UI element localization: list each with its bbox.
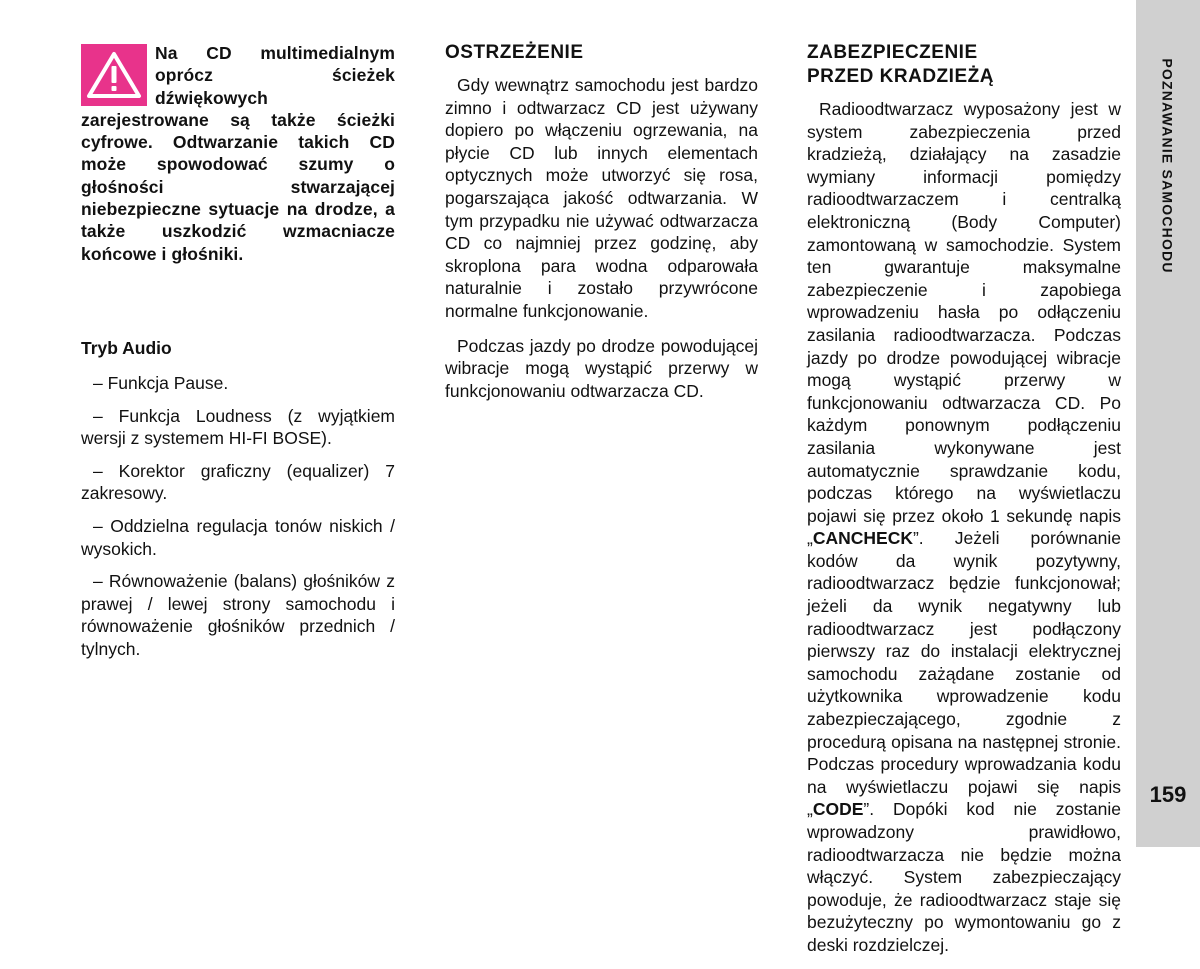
theft-paragraph bbox=[807, 98, 1121, 957]
theft-text-part3: ”. Dopóki kod nie zostanie wprowadzony prawidłowo, radioodtwarzacza nie będzie można włączyć. System zabezpieczający powoduje, że radioodtwarzacz staje się bezużyteczny po wymontowaniu go z deski rozdzielczej. bbox=[807, 799, 1121, 955]
theft-text-part1: Radioodtwarzacz wyposażony jest w system zabezpieczenia przed kradzieżą, działający na zasadzie wymiany informacji pomiędzy radioodtwarzaczem i centralką elektroniczną (Body Computer) zamontowaną w samochodzie. System ten gwarantuje maksymalne zabezpieczenie i zapobiega wprowadzeniu hasła po odłączeniu zasilania radioodtwarzacza. Podczas jazdy po drodze powodującej wibracje mogą wystąpić przerwy w funkcjonowaniu odtwarzacza CD. Po każdym ponownym podłączeniu zasilania wykonywane jest automatycznie sprawdzanie kodu, podczas którego na wyświetlaczu pojawi się przez około 1 sekundę napis „ bbox=[807, 99, 1121, 549]
caution-column bbox=[445, 42, 758, 414]
caution-paragraph: Podczas jazdy po drodze powodującej wibracje mogą wystąpić przerwy w funkcjonowaniu odtwarzacza CD. bbox=[445, 335, 758, 401]
caution-paragraph: Gdy wewnątrz samochodu jest bardzo zimno i odtwarzacz CD jest używany dopiero po włączeniu ogrzewania, na płycie CD lub innych elementach optycznych może utworzyć się rosa, pogarszająca jakość odtwarzania. W tym przypadku nie używać odtwarzacza CD co najmniej przez godzinę, aby skroplona para wodna odparowała naturalnie i zostało przywrócone normalne funkcjonowanie. bbox=[445, 75, 758, 321]
section-label bbox=[1136, 16, 1200, 316]
page-number: 159 bbox=[1149, 782, 1187, 807]
warning-text: Na CD multimedialnym oprócz ścieżek dźwiękowych zarejestrowane są także ścieżki cyfrowe. Odtwarzanie takich CD może spowodować szumy o głośności stwarzającej niebezpieczne sytuacje na drodze, a także uszkodzić wzmacniacze końcowe i głośniki. bbox=[81, 43, 395, 264]
theft-heading-line1: ZABEZPIECZENIE bbox=[807, 42, 978, 63]
audio-mode-title: Tryb Audio bbox=[81, 338, 172, 358]
theft-heading-line2: PRZED KRADZIEŻĄ bbox=[807, 66, 994, 87]
warning-triangle-icon bbox=[81, 44, 147, 106]
list-item: – Funkcja Loudness (z wyjątkiem wersji z systemem HI-FI BOSE). bbox=[81, 405, 395, 449]
audio-feature-list bbox=[81, 372, 395, 671]
list-item: – Oddzielna regulacja tonów niskich / wysokich. bbox=[81, 515, 395, 559]
warning-column bbox=[81, 42, 395, 265]
list-item: – Równoważenie (balans) głośników z prawej / lewej strony samochodu i równoważenie głośników przednich / tylnych. bbox=[81, 571, 395, 659]
section-title: POZNAWANIE SAMOCHODU bbox=[1160, 58, 1176, 274]
list-item: – Funkcja Pause. bbox=[93, 373, 229, 393]
theft-protection-column bbox=[807, 42, 1121, 969]
warning-block bbox=[81, 42, 395, 265]
code-label: CODE bbox=[812, 799, 864, 820]
cancheck-label: CANCHECK bbox=[812, 528, 913, 549]
list-item: – Korektor graficzny (equalizer) 7 zakresowy. bbox=[81, 460, 395, 504]
theft-text-part2: ”. Jeżeli porównanie kodów da wynik pozytywny, radioodtwarzacz będzie funkcjonował; jeżeli da wynik negatywny lub radioodtwarzacz jest podłączony pierwszy raz do instalacji elektrycznej samochodu zażądane zostanie od użytkownika wprowadzenie kodu zabezpieczającego, zgodnie z procedurą opisana na następnej stronie. Podczas procedury wprowadzania kodu na wyświetlaczu pojawi się napis „ bbox=[807, 528, 1121, 820]
caution-heading: OSTRZEŻENIE bbox=[445, 42, 584, 63]
